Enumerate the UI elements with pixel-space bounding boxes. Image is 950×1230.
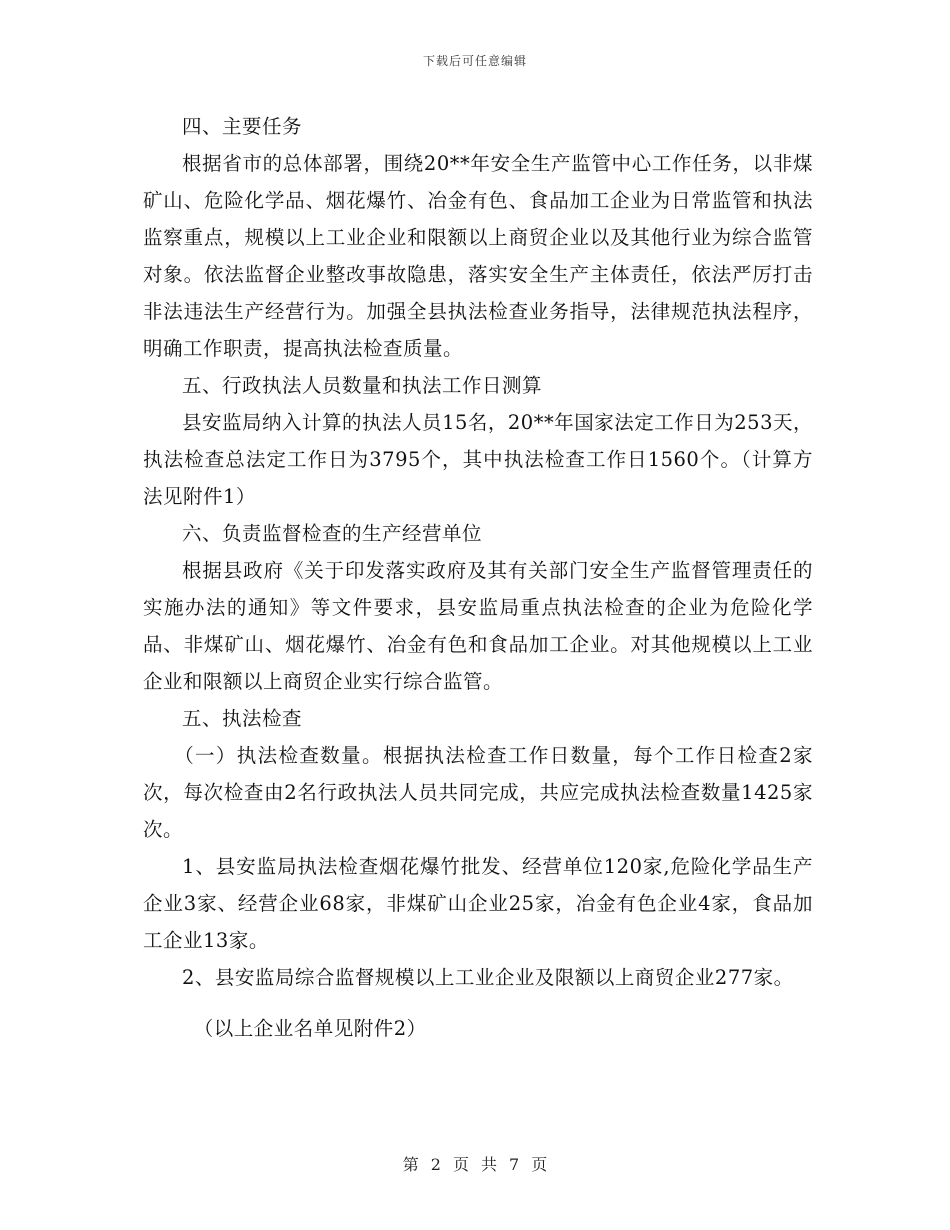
- footer-total-label: 共: [481, 1155, 498, 1174]
- footer-page-suffix: 页: [531, 1155, 548, 1174]
- section-heading-inspection: 五、执法检查: [182, 707, 303, 730]
- footer-current-page: 2: [430, 1155, 441, 1174]
- footer-page-prefix: 第: [402, 1155, 419, 1174]
- paragraph-units: 根据县政府《关于印发落实政府及其有关部门安全生产监督管理责任的实施办法的通知》等文件要求，县安监局重点执法检查的企业为危险化学品、非煤矿山、烟花爆竹、冶金有色和食品加工企业。对其他规模以上工业企业和限额以上商贸企业实行综合监管。: [143, 559, 813, 693]
- section-heading-units: 六、负责监督检查的生产经营单位: [182, 522, 483, 545]
- paragraph-item-2: 2、县安监局综合监督规模以上工业企业及限额以上商贸企业277家。: [182, 966, 794, 989]
- footer-page-mid: 页: [452, 1155, 469, 1174]
- paragraph-main-tasks: 根据省市的总体部署，围绕20**年安全生产监管中心工作任务，以非煤矿山、危险化学品、烟花爆竹、冶金有色、食品加工企业为日常监管和执法监察重点，规模以上工业企业和限额以上商贸企业以及其他行业为综合监管对象。依法监督企业整改事故隐患，落实安全生产主体责任，依法严厉打击非法违法生产经营行为。加强全县执法检查业务指导，法律规范执法程序，明确工作职责，提高执法检查质量。: [143, 152, 813, 360]
- paragraph-attachment-note: （以上企业名单见附件2）: [193, 1017, 427, 1040]
- paragraph-item-1: 1、县安监局执法检查烟花爆竹批发、经营单位120家,危险化学品生产企业3家、经营企业68家，非煤矿山企业25家，冶金有色企业4家，食品加工企业13家。: [143, 855, 813, 952]
- section-heading-personnel: 五、行政执法人员数量和执法工作日测算: [182, 374, 543, 397]
- header-note: 下载后可任意编辑: [422, 54, 527, 68]
- section-heading-main-tasks: 四、主要任务: [182, 115, 303, 138]
- document-body: [143, 108, 813, 1047]
- page-footer: [0, 1152, 950, 1175]
- spacer: [143, 996, 813, 1010]
- footer-total-pages: 7: [509, 1155, 520, 1174]
- paragraph-personnel: 县安监局纳入计算的执法人员15名，20**年国家法定工作日为253天，执法检查总法定工作日为3795个，其中执法检查工作日1560个。（计算方法见附件1）: [143, 411, 813, 508]
- paragraph-inspection-count: （一）执法检查数量。根据执法检查工作日数量，每个工作日检查2家次，每次检查由2名行政执法人员共同完成，共应完成执法检查数量1425家次。: [143, 744, 813, 841]
